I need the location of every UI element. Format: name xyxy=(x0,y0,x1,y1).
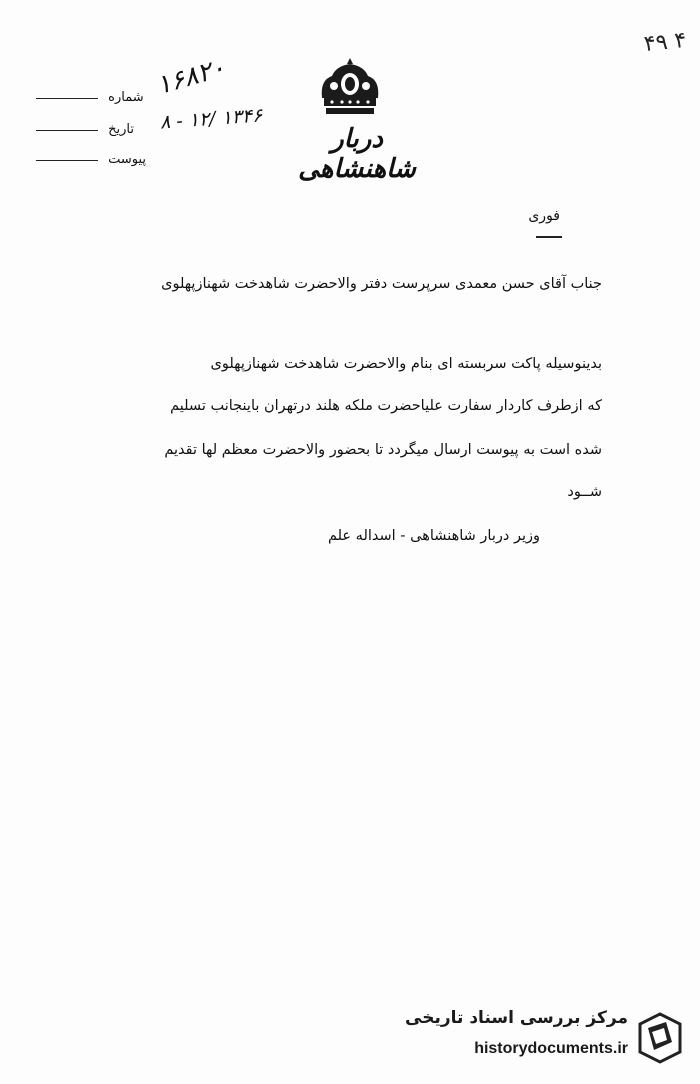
court-title: دربار شاهنشاهی xyxy=(298,124,416,184)
handwritten-date: ۸ - ۱۲/ ۱۳۴۶ xyxy=(159,104,264,134)
footer-website: historydocuments.ir xyxy=(474,1040,628,1057)
recipient-line: جناب آقای حسن معمدی سرپرست دفتر والاحضرت شاهدخت شهنازپهلوی xyxy=(161,276,602,292)
meta-date-label: تاریخ xyxy=(108,122,135,137)
meta-attachment-row xyxy=(36,152,146,167)
signature-line: وزیر دربار شاهنشاهی - اسداله علم xyxy=(327,528,540,544)
meta-number-label: شماره xyxy=(108,90,144,105)
meta-date-row xyxy=(36,122,134,137)
body-line-3: شده است به پیوست ارسال میگردد تا بحضور والاحضرت معظم لها تقدیم xyxy=(164,442,602,458)
body-line-2: که ازطرف کاردار سفارت علیاحضرت ملکه هلند درتهران باینجانب تسلیم xyxy=(170,398,602,414)
body-line-1: بدینوسیله پاکت سربسته ای بنام والاحضرت شاهدخت شهنازپهلوی xyxy=(210,356,602,372)
handwritten-number: ۱۶۸۲۰ xyxy=(153,52,229,102)
urgency-label: فوری xyxy=(528,208,560,224)
meta-attachment-line xyxy=(36,159,98,161)
meta-number-line xyxy=(36,97,98,99)
body-line-4: شــود xyxy=(567,484,602,500)
meta-number-row xyxy=(36,90,144,105)
meta-attachment-label: پیوست xyxy=(108,152,147,167)
archive-logo-icon xyxy=(636,1012,684,1064)
archive-footer xyxy=(400,1004,690,1074)
urgency-underline xyxy=(536,236,562,238)
footer-org-name: مرکز بررسی اسناد تاریخی xyxy=(405,1008,628,1028)
archive-corner-mark: ۴۹ ۴ xyxy=(642,27,688,58)
royal-crown-icon xyxy=(314,58,386,124)
meta-date-line xyxy=(36,129,98,131)
